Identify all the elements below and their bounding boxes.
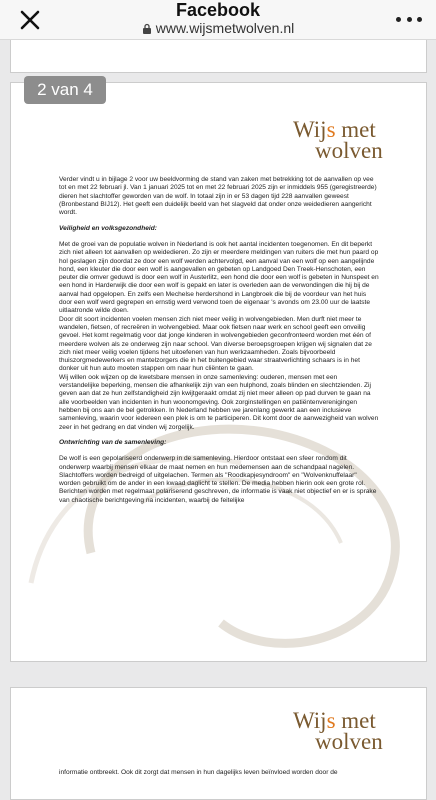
intro-paragraph: Verder vindt u in bijlage 2 voor uw beeldvorming de stand van zaken met betrekking tot de aanvallen op vee tot en met 22 februari jl. Van 1 januari 2025 tot en met 22 februari 2025 zijn er inmiddels 955 (geregistreerde) dieren het slachtoffer geworden van de wolf. In totaal zijn in er 53 dagen tijd 228 aanvallen geweest (Bronbestand BIJ12). Het geeft een duidelijk beeld van het slagveld dat onder onze weidedieren aangericht wordt. xyxy=(59,176,377,217)
paragraph: Met de groei van de populatie wolven in Nederland is ook het aantal incidenten toegenomen. En dit beperkt zich niet alleen tot aanvallen op weidedieren. Zo zijn er meerdere meldingen van ruiters die met hun paard op hol geslagen zijn doordat ze door een wolf werden achtervolgd, een aanval van een wolf op een aangelijnde hond, een kleuter die door een wolf is aangevallen en gebeten op Landgoed Den Treek-Henschoten, een peuter die omver geduwd is door een wolf in Austerlitz, een hond die door een wolf is gebeten in Nunspeet en een hond in Harderwijk die door een wolf is gepakt en later is overleden aan de verwondingen die hij bij de aanval had opgelopen. En zelfs een Mechelse herdershond in Langbroek die bij de voordeur van het huis door een wolf werd gegrepen en ernstig werd verwond toen de eigenaar 's avonds om 23.00 uur de laatste uitlaatronde wilde doen. xyxy=(59,240,379,315)
browser-top-bar xyxy=(0,0,436,40)
url-text: www.wijsmetwolven.nl xyxy=(155,20,295,36)
wijs-met-wolven-logo: Wijs met wolven xyxy=(293,708,383,754)
paragraph: De wolf is een gepolariseerd onderwerp in de samenleving. Hierdoor ontstaat een sfeer rondom dit onderwerp waarbij mensen elkaar de maat nemen en hun medemensen aan de schandpaal nagelen. Slachtoffers worden bedreigd of uitgelachen. Termen als "Roodkapjesyndroom" en "Wolvenknuffelaar" worden gebruikt om de ander in een kwaad daglicht te stellen. De media hebben hierin ook een grote rol. Berichten worden met regelmaat polariserend geschreven, de informatie is vaak niet objectief en er is sprake van chaotische berichtgeving na incidenten, waarbij de feitelijke xyxy=(59,455,377,504)
wijs-met-wolven-logo: Wijs met wolven xyxy=(293,117,383,163)
document-page xyxy=(10,82,427,662)
section-heading-veiligheid: Veiligheid en volksgezondheid: xyxy=(59,225,157,233)
page-indicator: 2 van 4 xyxy=(24,76,106,104)
next-page-text: informatie ontbreekt. Ook dit zorgt dat mensen in hun dagelijks leven beïnvloed worden door de xyxy=(59,769,338,776)
document-body xyxy=(59,176,379,513)
section-heading-ontwrichting: Ontwrichting van de samenleving: xyxy=(59,439,167,447)
url-label[interactable] xyxy=(0,20,436,36)
logo-accent: s xyxy=(326,117,336,142)
paragraph: Wij willen ook wijzen op de kwetsbare mensen in onze samenleving: ouderen, mensen met een verstandelijke beperking, mensen die afhankelijk zijn van een hulphond, zoals blinden en slechtzienden. Zij geven aan dat ze hun zelfstandigheid zijn kwijtgeraakt omdat zij niet meer alleen op pad durven te gaan na alle voorbeelden van incidenten in hun woonomgeving. Ook zorginstellingen en patiëntenverenigingen hebben bij ons aan de bel getrokken. In Nederland hebben we jarenlang gewerkt aan een inclusieve samenleving, waarin voor iedereen een plek is om te participeren. Dit komt door de aanwezigheid van wolven zeer in het gedrang en dat vinden wij zorgelijk. xyxy=(59,373,379,431)
lock-icon xyxy=(142,23,152,34)
previous-page xyxy=(10,40,427,73)
logo-accent: s xyxy=(326,708,336,733)
paragraph: Door dit soort incidenten voelen mensen zich niet meer veilig in wolvengebieden. Men durft niet meer te wandelen, fietsen, of recreëren in wolvengebied. Maar ook fietsen naar werk en school geeft een onveilig gevoel. Het komt regelmatig voor dat jonge kinderen in wolvengebieden geconfronteerd worden met één of meerdere wolven als ze onderweg zijn naar school. Van diverse beroepsgroepen krijgen wij signalen dat ze zich niet meer veilig voelen tijdens het uitoefenen van hun werkzaamheden. Zoals bijvoorbeeld thuiszorgmedewerkers en mantelzorgers die in het buitengebied waar straatverlichting schaars is in het donker uit hun auto moeten stappen om naar hun cliënten te gaan. xyxy=(59,315,372,373)
page-title: Facebook xyxy=(175,0,261,20)
more-icon[interactable] xyxy=(396,12,422,26)
next-page xyxy=(10,687,427,800)
